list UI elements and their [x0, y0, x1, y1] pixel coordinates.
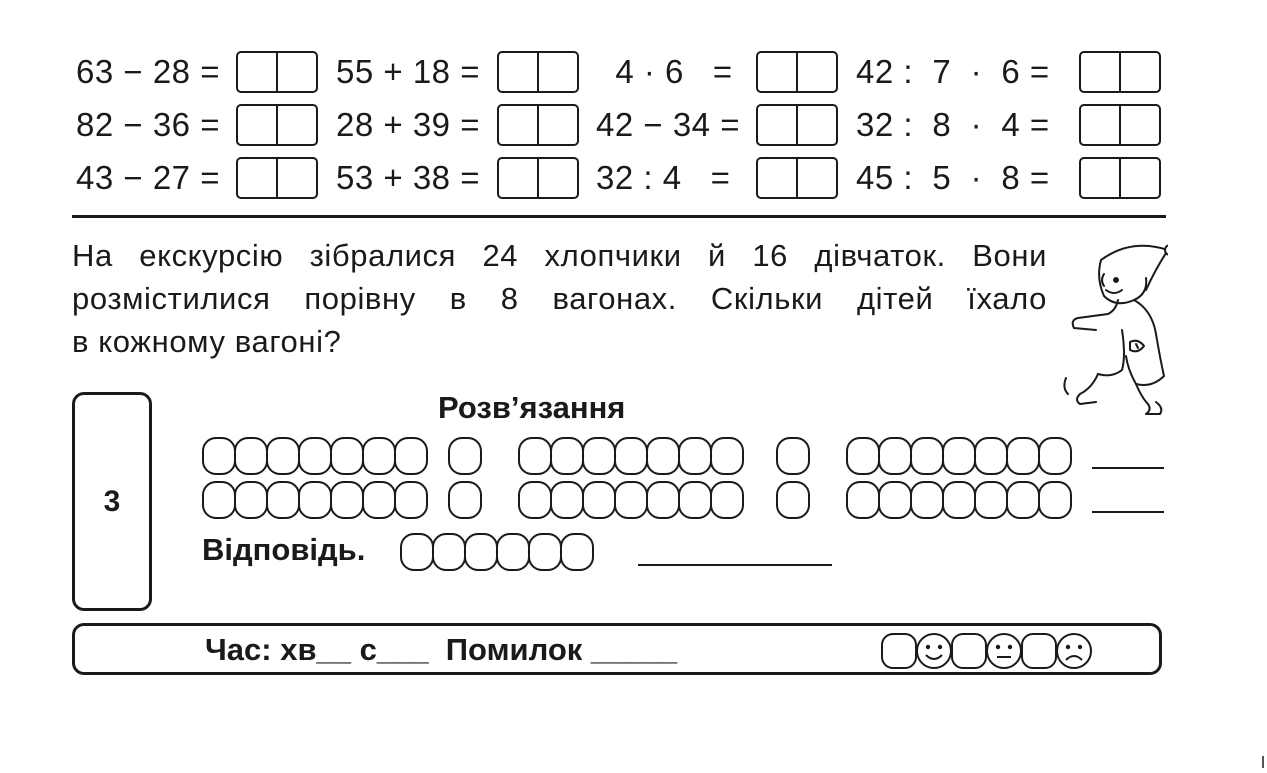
operator-input[interactable]	[776, 437, 808, 475]
operator-input[interactable]	[448, 437, 480, 475]
equation-text: 53 + 38 =	[336, 159, 480, 196]
equation	[856, 156, 1050, 200]
equation-row-3	[0, 156, 1267, 200]
answer-box[interactable]	[497, 104, 579, 144]
rating-checkbox-sad[interactable]	[1021, 633, 1057, 669]
equation-text: 43 − 27 =	[76, 159, 220, 196]
self-assessment	[881, 632, 1091, 670]
equation-text: 42 − 34 =	[596, 106, 740, 143]
equation-text: 55 + 18 =	[336, 53, 480, 90]
equation	[76, 103, 220, 147]
number-input-group[interactable]	[202, 437, 426, 475]
section-divider	[72, 215, 1166, 218]
answer-box[interactable]	[497, 51, 579, 91]
equation	[76, 156, 220, 200]
sad-face-icon	[1055, 632, 1093, 670]
equation-text: 32 : 8 · 4 =	[856, 106, 1050, 143]
equation-text: 82 − 36 =	[76, 106, 220, 143]
equation	[856, 50, 1050, 94]
footer-text: Час: хв__ с___ Помилок _____	[205, 632, 678, 667]
solution-title: Розв’язання	[438, 390, 626, 425]
equation	[856, 103, 1050, 147]
rating-checkbox-happy[interactable]	[881, 633, 917, 669]
equation-text: 28 + 39 =	[336, 106, 480, 143]
problem-line-3: в кожному вагоні?	[72, 324, 342, 359]
equation-text: 63 − 28 =	[76, 53, 220, 90]
number-input-group[interactable]	[846, 437, 1070, 475]
equation-row-2	[0, 103, 1267, 147]
answer-box[interactable]	[756, 51, 838, 91]
neutral-face-icon	[985, 632, 1023, 670]
number-input-group[interactable]	[518, 437, 742, 475]
answer-box[interactable]	[1079, 157, 1161, 197]
answer-input-group[interactable]	[400, 533, 592, 571]
answer-box[interactable]	[497, 157, 579, 197]
answer-blank[interactable]	[638, 564, 832, 566]
equation-text: 45 : 5 · 8 =	[856, 159, 1050, 196]
equation-text: 32 : 4 =	[596, 159, 731, 196]
number-input-group[interactable]	[202, 481, 426, 519]
answer-box[interactable]	[236, 157, 318, 197]
unit-blank[interactable]	[1092, 467, 1164, 469]
number-input-group[interactable]	[518, 481, 742, 519]
operator-input[interactable]	[448, 481, 480, 519]
equation	[596, 103, 740, 147]
word-problem	[72, 234, 1047, 363]
task-number: 3	[103, 484, 121, 518]
equation	[336, 156, 480, 200]
gnome-illustration	[1056, 238, 1168, 420]
task-number-box	[72, 392, 152, 611]
equation	[596, 156, 730, 200]
equation	[336, 103, 480, 147]
rating-checkbox-neutral[interactable]	[951, 633, 987, 669]
happy-face-icon	[915, 632, 953, 670]
number-input-group[interactable]	[846, 481, 1070, 519]
equation	[596, 50, 733, 94]
answer-box[interactable]	[756, 157, 838, 197]
footer-bar	[72, 623, 1162, 675]
equation-text: 4 · 6 =	[596, 53, 733, 90]
equation	[336, 50, 480, 94]
problem-line-1: На екскурсію зібралися 24 хлопчики й 16 дівчаток. Вони	[72, 238, 1047, 273]
unit-blank[interactable]	[1092, 511, 1164, 513]
problem-line-2: розмістилися порівну в 8 вагонах. Скільки дітей їхало	[72, 281, 1047, 316]
equation	[76, 50, 220, 94]
equation-row-1	[0, 50, 1267, 94]
answer-box[interactable]	[236, 51, 318, 91]
answer-box[interactable]	[756, 104, 838, 144]
equation-text: 42 : 7 · 6 =	[856, 53, 1050, 90]
operator-input[interactable]	[776, 481, 808, 519]
answer-box[interactable]	[1079, 104, 1161, 144]
answer-label: Відповідь.	[202, 532, 366, 567]
page-edge-mark	[1262, 756, 1264, 768]
answer-box[interactable]	[236, 104, 318, 144]
answer-box[interactable]	[1079, 51, 1161, 91]
